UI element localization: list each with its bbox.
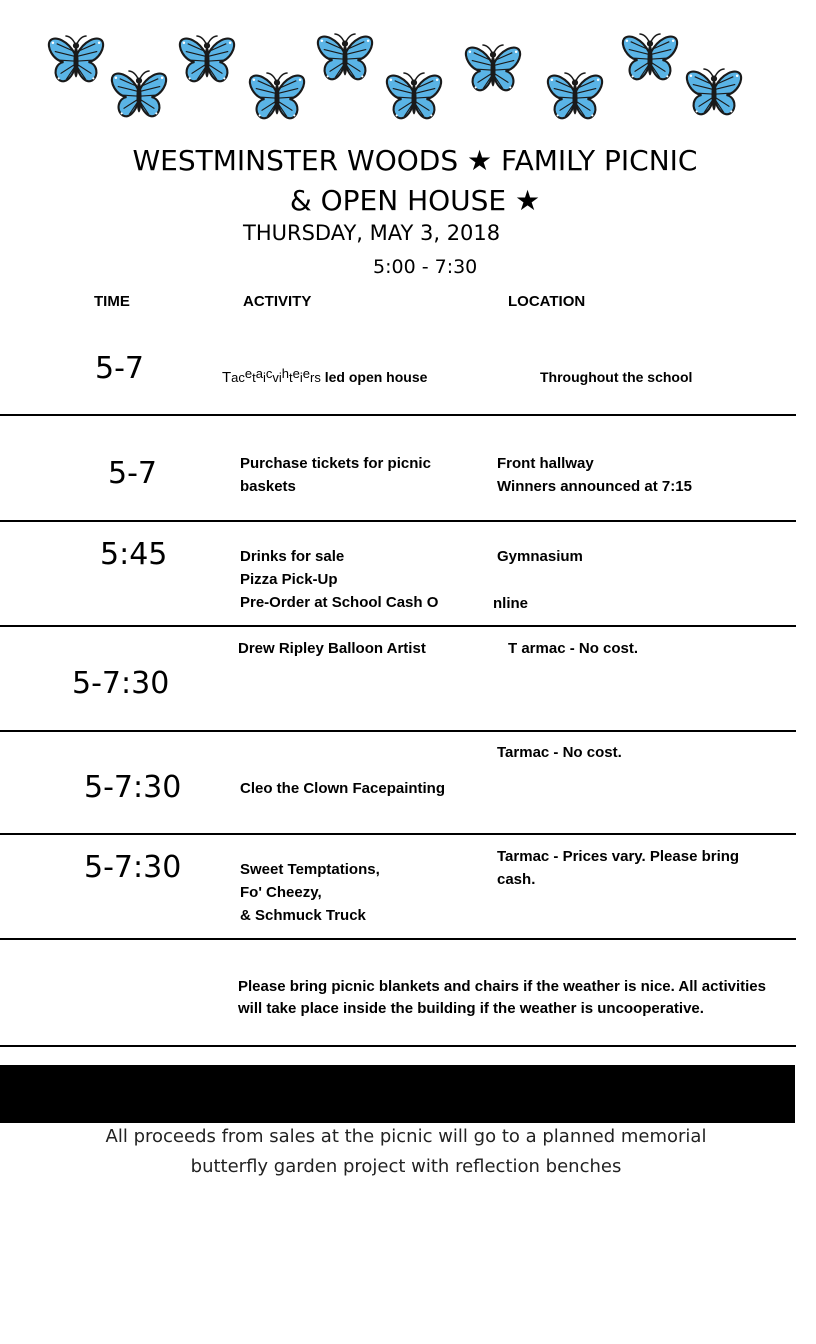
weather-note: Please bring picnic blankets and chairs if the weather is nice. All activities will take place inside the building if the weather is uncooperative.	[238, 978, 766, 1017]
row-location: T armac - No cost.	[508, 640, 639, 657]
row-activity: Drew Ripley Balloon Artist	[238, 640, 426, 657]
butterfly-icon	[546, 72, 604, 126]
column-header-activity: ACTIVITY	[243, 293, 312, 310]
column-header-time: TIME	[94, 293, 130, 310]
row-activity: Sweet Temptations, Fo' Cheezy, & Schmuck Truck	[240, 861, 380, 924]
row-time: 5-7:30	[72, 666, 170, 701]
row-divider	[0, 730, 796, 732]
column-header-location: LOCATION	[508, 293, 586, 310]
row-location: Throughout the school	[540, 369, 693, 385]
row-time: 5-7:30	[84, 850, 182, 885]
row-divider	[0, 833, 796, 835]
butterfly-icon	[316, 33, 374, 87]
page-title-line2: & OPEN HOUSE ★	[289, 184, 541, 217]
row-location: Tarmac - No cost.	[497, 744, 622, 761]
footer-text: All proceeds from sales at the picnic will go to a planned memorial butterfly garden project with reflection benches	[105, 1126, 707, 1177]
butterfly-icon	[685, 68, 743, 122]
event-date: THURSDAY, MAY 3, 2018	[243, 221, 501, 245]
row-location-continued: nline	[493, 595, 529, 612]
row-time: 5-7:30	[84, 770, 182, 805]
row-activity: Purchase tickets for picnic baskets	[240, 455, 431, 495]
row-time: 5-7	[95, 351, 144, 386]
redaction-bar	[0, 1065, 795, 1123]
butterfly-icon	[47, 35, 105, 89]
row-divider	[0, 625, 796, 627]
row-location: Gymnasium	[497, 548, 583, 565]
row-time: 5-7	[108, 456, 157, 491]
row-activity: Drinks for sale Pizza Pick-Up Pre-Order at School Cash O	[240, 548, 439, 611]
row-divider	[0, 520, 796, 522]
row-divider	[0, 414, 796, 416]
butterfly-icon	[248, 72, 306, 126]
butterfly-icon	[110, 70, 168, 124]
butterfly-icon	[178, 35, 236, 89]
page-title: WESTMINSTER WOODS ★ FAMILY PICNIC	[132, 144, 698, 177]
row-divider	[0, 938, 796, 940]
row-time: 5:45	[100, 537, 168, 572]
event-time-range: 5:00 - 7:30	[373, 256, 478, 278]
butterfly-icon	[621, 33, 679, 87]
row-activity: Cleo the Clown Facepainting	[240, 780, 446, 797]
row-activity: Tacetaicvihteiers led open house	[222, 366, 428, 386]
row-location: Tarmac - Prices vary. Please bring cash.	[497, 848, 740, 888]
row-location: Front hallway Winners announced at 7:15	[497, 455, 692, 495]
row-divider	[0, 1045, 796, 1047]
butterfly-icon	[385, 72, 443, 126]
butterfly-icon	[464, 44, 522, 98]
